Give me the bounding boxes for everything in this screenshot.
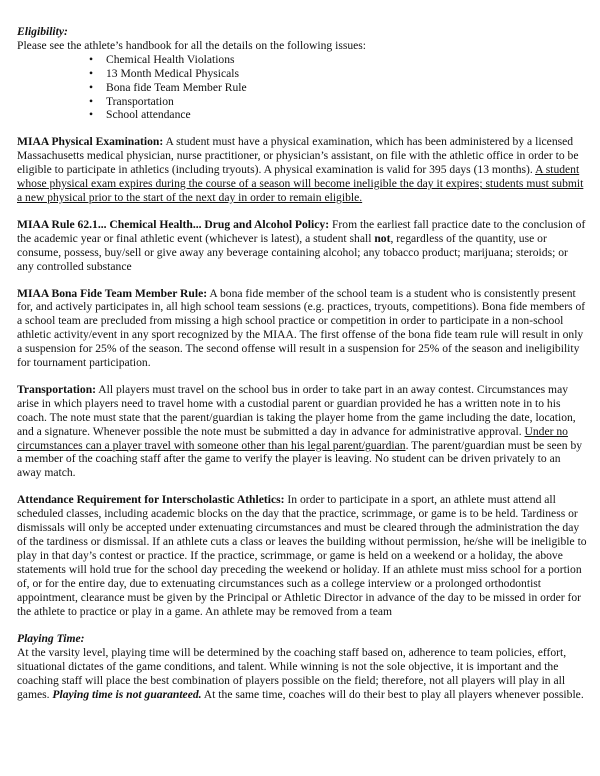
physical-exam-heading: MIAA Physical Examination: (17, 135, 164, 149)
eligibility-title: Eligibility: (17, 25, 68, 38)
list-item: • Transportation (89, 95, 587, 109)
transportation-underlined-text: Under no circumstances can a player travel with someone other than his legal parent/guardian (17, 424, 568, 452)
rule-62-paragraph (17, 218, 587, 274)
playing-time-text: At the varsity level, playing time will be determined by the coaching staff based on, adherence to team policies, effort, situational dictates of the game conditions, and talent. While winning is not the sole objective, it is important and the coaching staff will place the best combination of players possible on the field; therefore, not all players will play in all games. (17, 646, 567, 702)
eligibility-list (89, 53, 587, 123)
document-page (17, 25, 587, 702)
rule-62-emphasis: not (374, 231, 391, 245)
attendance-text: In order to participate in a sport, an athlete must attend all scheduled classes, including academic blocks on the day that the practice, scrimmage, or game is to be held. Tardiness or dismissals will only be accepted under extenuating circumstances and must be cleared through the administration the day of the tardiness or dismissal. If an athlete cuts a class or leaves the building without permission, he/she will be ineligible to play in that day’s contest or practice. If the practice, scrimmage, or game is held on a weekend or a holiday, the above statements will hold true for the school day preceding the weekend or holiday. If an athlete must miss school for a portion of, or for the entire day, due to extenuating circumstances such as a college interview or a prolonged orthodontist appointment, clearance must be given by the Principal or Athletic Director in advance of the day to be missed in order for the athlete to practice or play in a game. An athlete may be removed from a team (17, 493, 587, 618)
playing-time-title: Playing Time: (17, 632, 85, 646)
eligibility-intro: Please see the athlete’s handbook for all the details on the following issues: (17, 38, 367, 52)
physical-exam-underlined-text: A student whose physical exam expires during the course of a season will become ineligible the day it expires; students must submit a new physical prior to the start of the next day in order to remain eligible. (17, 163, 584, 204)
list-item: • 13 Month Medical Physicals (89, 67, 587, 81)
eligibility-section (17, 25, 587, 122)
transportation-paragraph (17, 383, 587, 480)
bona-fide-text: A bona fide member of the school team is a student who is consistently present for, and actively participates in, all high school team sessions (e.g. practices, tryouts, competitions). Bona fide members of a school team are precluded from missing a high school practice or competition in order to participate in a non-school athletic activity/event in any sport recognized by the MIAA. The first offense of the bona fide team rule will result in only a suspension for 25% of the season. The second offense will result in a suspension for 25% of the season and ineligibility for tournament participation. (17, 286, 586, 370)
physical-exam-paragraph (17, 135, 587, 205)
attendance-heading: Attendance Requirement for Interscholastic Athletics: (17, 493, 285, 507)
list-item: • Chemical Health Violations (89, 53, 587, 67)
playing-time-section (17, 632, 587, 702)
playing-time-paragraph (17, 646, 587, 702)
rule-62-text: From the earliest fall practice date to the conclusion of the academic year or final athletic event (whichever is latest), a student shall (17, 217, 586, 245)
playing-time-text-after: At the same time, coaches will do their best to play all players whenever possible. (201, 688, 584, 702)
list-item: • Bona fide Team Member Rule (89, 81, 587, 95)
physical-exam-text: A student must have a physical examination, which has been administered by a licensed Massachusetts medical physician, nurse practitioner, or physician’s assistant, on file with the athletic office in order to be eligible to participate in athletics (including tryouts). A physical examination is valid for 395 days (13 months). (17, 135, 579, 177)
bona-fide-heading: MIAA Bona Fide Team Member Rule: (17, 286, 208, 300)
rule-62-text-after: , regardless of the quantity, use or consume, possess, buy/sell or give away any beverage containing alcohol; any tobacco product; marijuana; steroids; or any controlled substance (17, 231, 568, 273)
transportation-heading: Transportation: (17, 382, 97, 396)
playing-time-emphasis: Playing time is not guaranteed. (52, 688, 202, 702)
list-item: • School attendance (89, 108, 587, 122)
attendance-paragraph (17, 493, 587, 618)
transportation-text: All players must travel on the school bus in order to take part in an away contest. Circumstances may arise in which players need to travel home with a custodial parent or guardian provided he has a written note in to his coach. The note must state that the parent/guardian is taking the player home from the game including the date, location, and a signature. Whenever possible the note must be submitted a day in advance for administrative approval. (17, 382, 576, 438)
bona-fide-paragraph (17, 287, 587, 370)
transportation-text-after: . The parent/guardian must be seen by a member of the coaching staff after the game to verify the player is leaving. No student can be driven privately to an away match. (17, 438, 583, 480)
rule-62-heading: MIAA Rule 62.1... Chemical Health... Drug and Alcohol Policy: (17, 217, 330, 231)
